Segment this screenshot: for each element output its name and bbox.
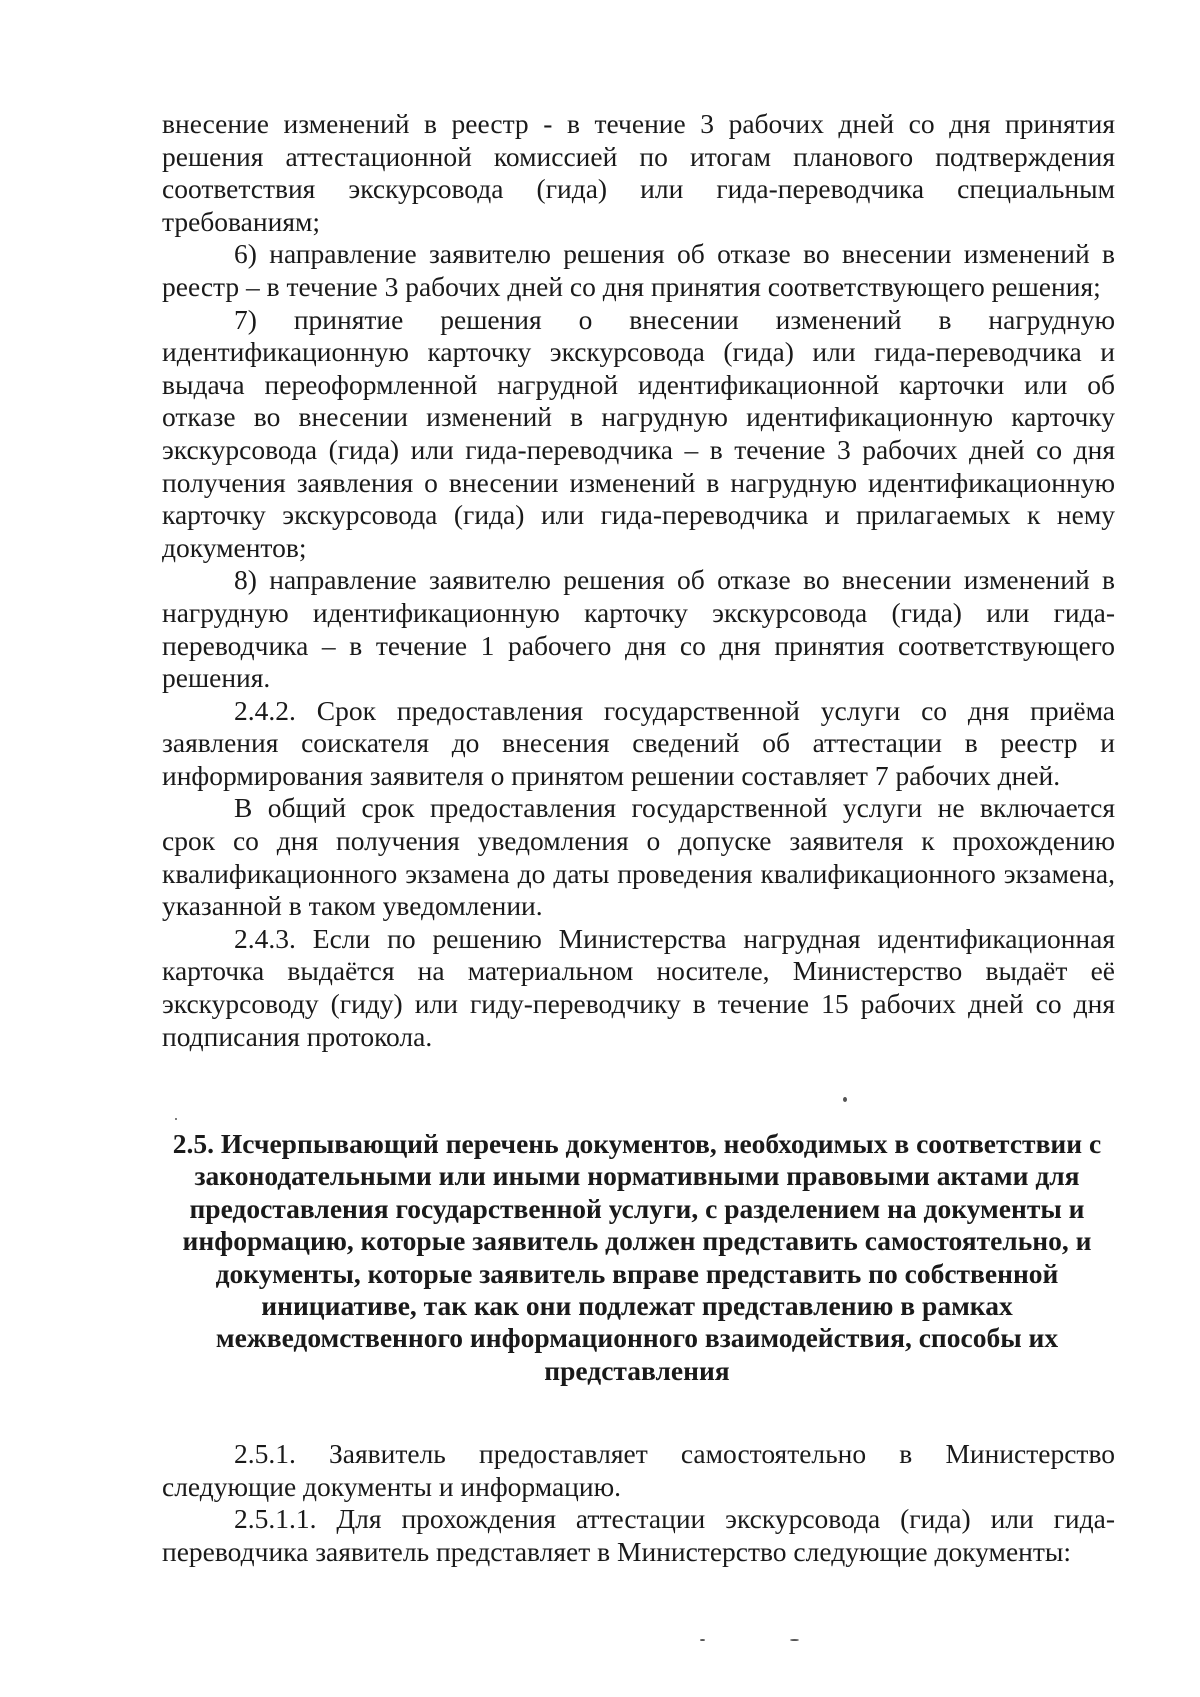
paragraph: 8) направление заявителю решения об отказе во внесении изменений в нагрудную идентификационную карточку экскурсовода (гида) или гида-переводчика – в течение 1 рабочего дня со дня принятия соответствующего решения. <box>162 564 1115 694</box>
paragraph: 2.4.3. Если по решению Министерства нагрудная идентификационная карточка выдаётся на материальном носителе, Министерство выдаёт её экскурсоводу (гиду) или гиду-переводчику в течение 15 рабочих дней со дня подписания протокола. <box>162 922 1115 1052</box>
paragraph: 2.5.1. Заявитель предоставляет самостоятельно в Министерство следующие документы и информацию. <box>162 1438 1115 1502</box>
paragraph: внесение изменений в реестр - в течение 3 рабочих дней со дня принятия решения аттестационной комиссией по итогам планового подтверждения соответствия экскурсовода (гида) или гида-переводчика специальным требованиям; <box>162 108 1115 237</box>
body-text-top <box>162 108 1115 1053</box>
paragraph: 2.5.1.1. Для прохождения аттестации экскурсовода (гида) или гида-переводчика заявитель представляет в Министерство следующие документы: <box>162 1503 1115 1567</box>
scan-speck <box>175 1118 177 1120</box>
paragraph: 2.4.2. Срок предоставления государственной услуги со дня приёма заявления соискателя до внесения сведений об аттестации в реестр и информирования заявителя о принятом решении составляет 7 рабочих дней. <box>162 694 1115 791</box>
paragraph: В общий срок предоставления государственной услуги не включается срок со дня получения уведомления о допуске заявителя к прохождению квалификационного экзамена до даты проведения квалификационного экзамена, указанной в таком уведомлении. <box>162 792 1115 922</box>
scan-speck <box>790 1639 799 1641</box>
section-heading: 2.5. Исчерпывающий перечень документов, необходимых в соответствии с законодательными или иными нормативными правовыми актами для предоставления государственной услуги, с разделением на документы и информацию, которые заявитель должен представить самостоятельно, и документы, которые заявитель вправе представить по собственной инициативе, так как они подлежат представлению в рамках межведомственного информационного взаимодействия, способы их представления <box>172 1128 1102 1386</box>
body-text-bottom <box>162 1438 1115 1568</box>
scan-speck <box>843 1097 847 1102</box>
scan-speck <box>700 1639 705 1641</box>
paragraph: 6) направление заявителю решения об отказе во внесении изменений в реестр – в течение 3 рабочих дней со дня принятия соответствующего решения; <box>162 238 1115 302</box>
paragraph: 7) принятие решения о внесении изменений в нагрудную идентификационную карточку экскурсовода (гида) или гида-переводчика и выдача переоформленной нагрудной идентификационной карточки или об отказе во внесении изменений в нагрудную идентификационную карточку экскурсовода (гида) или гида-переводчика – в течение 3 рабочих дней со дня получения заявления о внесении изменений в нагрудную идентификационную карточку экскурсовода (гида) или гида-переводчика и прилагаемых к нему документов; <box>162 303 1115 563</box>
